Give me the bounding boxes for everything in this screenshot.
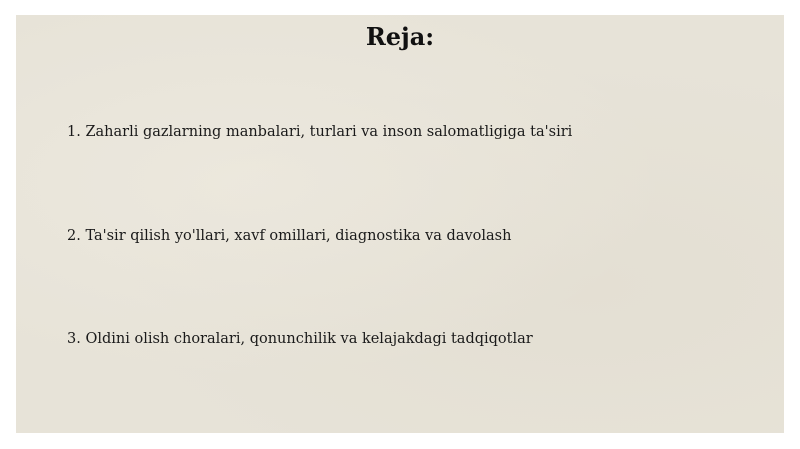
slide [16,15,784,433]
plan-item-1: 1. Zaharli gazlarning manbalari, turlari va inson salomatligiga ta'siri [67,124,573,140]
plan-item-3: 3. Oldini olish choralari, qonunchilik va kelajakdagi tadqiqotlar [67,331,533,347]
plan-item-2: 2. Ta'sir qilish yo'llari, xavf omillari, diagnostika va davolash [67,228,512,244]
slide-title: Reja: [365,22,435,51]
